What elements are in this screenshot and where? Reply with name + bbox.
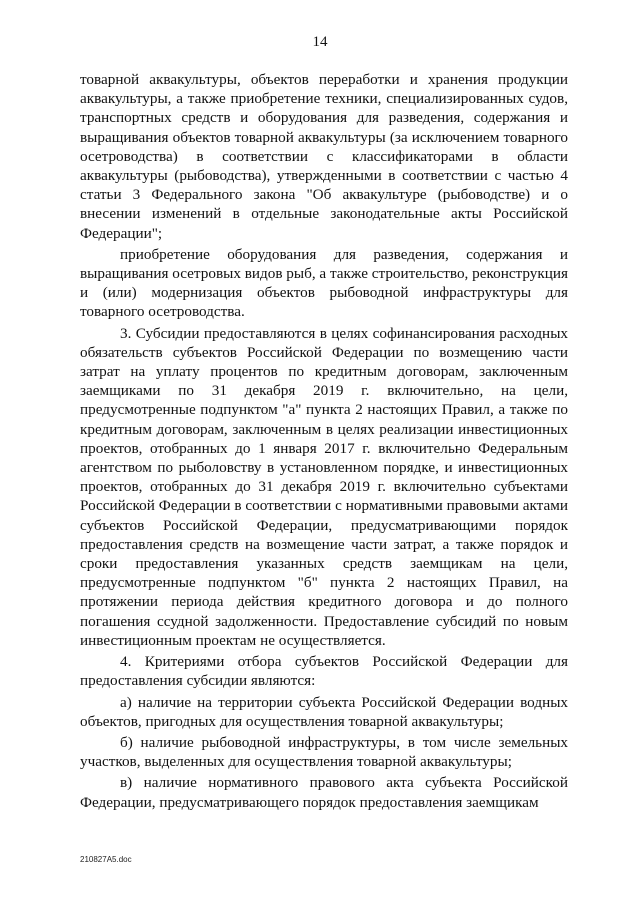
paragraph-item-4c: в) наличие нормативного правового акта субъекта Российской Федерации, предусматривающего порядок предоставления заемщикам	[80, 774, 568, 811]
paragraph-item-4: 4. Критериями отбора субъектов Российской Федерации для предоставления субсидии являются:	[80, 653, 568, 690]
paragraph-item-3: 3. Субсидии предоставляются в целях софинансирования расходных обязательств субъектов Российской Федерации по возмещению части затрат на уплату процентов по кредитным договорам, заключенным заемщиками по 31 декабря 2019 г. включительно, на цели, предусмотренные подпунктом "а" пункта 2 настоящих Правил, а также по кредитным договорам, заключенным в целях реализации инвестиционных проектов, отобранных до 1 января 2017 г. включительно Федеральным агентством по рыболовству в установленном порядке, и инвестиционных проектов, отобранных до 31 декабря 2019 г. включительно субъектами Российской Федерации в соответствии с нормативными правовыми актами субъектов Российской Федерации, предусматривающими порядок предоставления средств на возмещение части затрат, а также порядок и сроки предоставления указанных средств заемщикам на цели, предусмотренные подпунктом "б" пункта 2 настоящих Правил, на протяжении периода действия кредитного договора и до полного погашения ссудной задолженности. Предоставление субсидий по новым инвестиционным проектам не осуществляется.	[80, 324, 568, 649]
document-body	[80, 70, 568, 814]
footer-file-code: 210827A5.doc	[80, 855, 132, 864]
paragraph-sturgeon-equipment: приобретение оборудования для разведения, содержания и выращивания осетровых видов рыб, а также строительство, реконструкция и (или) модернизация объектов рыбоводной инфраструктуры для товарного осетроводства.	[80, 245, 568, 321]
page-number: 14	[312, 34, 328, 50]
paragraph-item-4b: б) наличие рыбоводной инфраструктуры, в том числе земельных участков, выделенных для осуществления товарной аквакультуры;	[80, 733, 568, 771]
paragraph-continuation: товарной аквакультуры, объектов переработки и хранения продукции аквакультуры, а также приобретение техники, специализированных судов, транспортных средств и оборудования для разведения, содержания и выращивания объектов товарной аквакультуры (за исключением товарного осетроводства) в соответствии с классификаторами в области аквакультуры (рыбоводства), утвержденными в соответствии с частью 4 статьи 3 Федерального закона "Об аквакультуре (рыбоводстве) и о внесении изменений в отдельные законодательные акты Российской Федерации";	[80, 71, 568, 242]
paragraph-item-4a: а) наличие на территории субъекта Российской Федерации водных объектов, пригодных для осуществления товарной аквакультуры;	[80, 693, 568, 730]
